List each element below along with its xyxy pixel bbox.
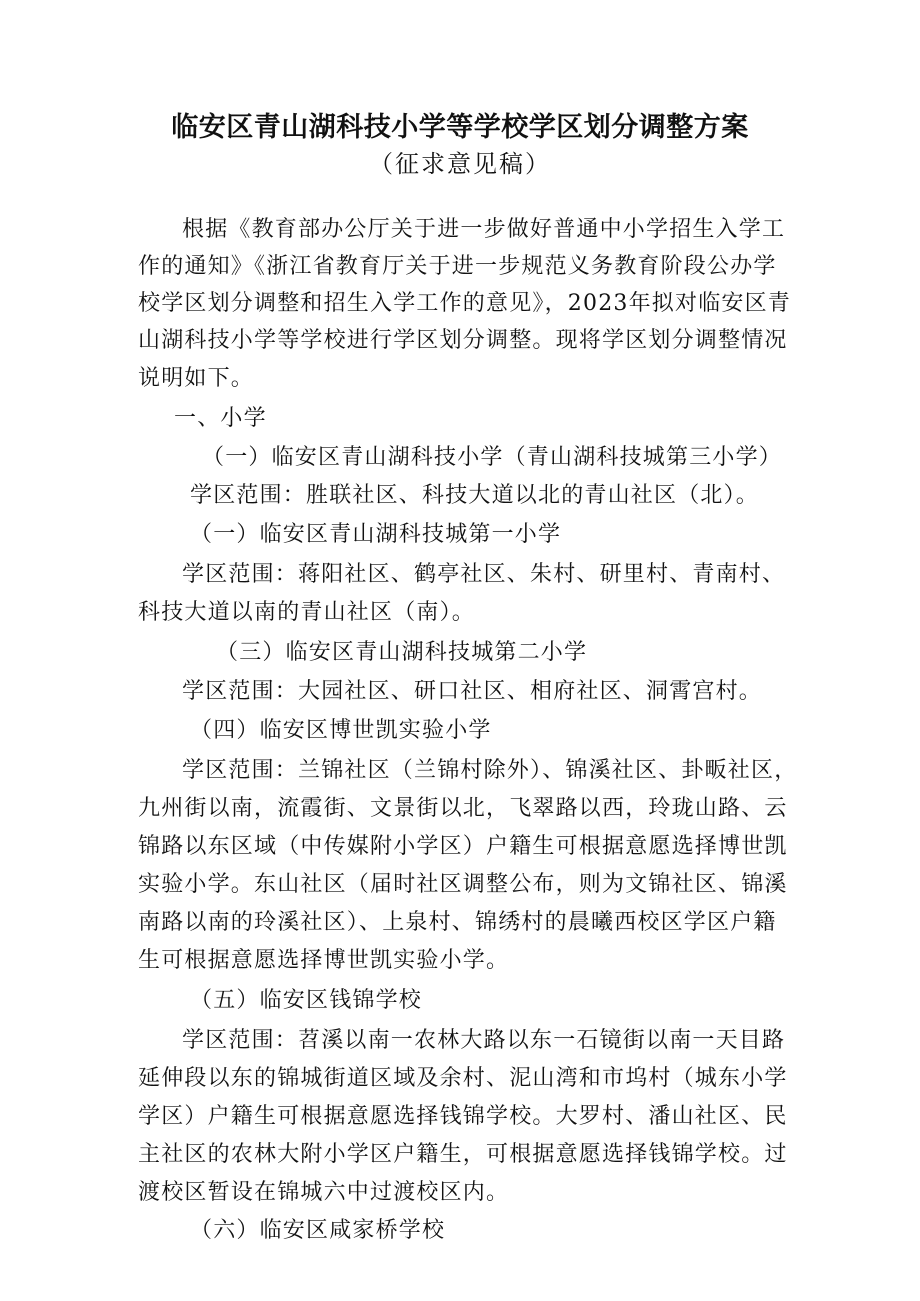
- section-heading-primary: 一、小学: [174, 406, 267, 431]
- school-heading: （一）临安区青山湖科技城第一小学: [190, 522, 562, 547]
- school-range: 学区范围：兰锦社区（兰锦村除外）、锦溪社区、卦畈社区，: [182, 758, 798, 783]
- school-range: 学区范围：苕溪以南一农林大路以东一石镜街以南一天目路: [182, 1028, 786, 1053]
- document-title: 临安区青山湖科技小学等学校学区划分调整方案: [171, 112, 749, 143]
- school-heading: （四）临安区博世凯实验小学: [190, 718, 492, 743]
- school-range: 学区范围：蒋阳社区、鹤亭社区、朱村、研里村、青南村、: [182, 562, 786, 587]
- school-heading: （一）临安区青山湖科技小学（青山湖科技城第三小学）: [202, 445, 783, 470]
- school-heading: （五）临安区钱锦学校: [190, 988, 423, 1013]
- intro-line: 校学区划分调整和招生入学工作的意见》，2023年拟对临安区青: [138, 291, 791, 316]
- school-range: 学区范围：大园社区、研口社区、相府社区、洞霄宫村。: [182, 679, 763, 704]
- school-range: 南路以南的玲溪社区）、上泉村、锦绣村的晨曦西校区学区户籍: [138, 910, 777, 935]
- school-heading: （六）临安区咸家桥学校: [190, 1218, 446, 1243]
- intro-line: 根据《教育部办公厅关于进一步做好普通中小学招生入学工: [182, 217, 786, 242]
- school-range: 延伸段以东的锦城街道区域及余村、泥山湾和市坞村（城东小学: [138, 1066, 788, 1091]
- school-range: 渡校区暂设在锦城六中过渡校区内。: [138, 1180, 510, 1205]
- intro-line: 作的通知》《浙江省教育厅关于进一步规范义务教育阶段公办学: [138, 254, 777, 279]
- school-range: 锦路以东区域（中传媒附小学区）户籍生可根据意愿选择博世凯: [138, 834, 788, 859]
- school-range: 实验小学。东山社区（届时社区调整公布，则为文锦社区、锦溪: [138, 872, 788, 897]
- school-range: 科技大道以南的青山社区（南）。: [138, 600, 476, 625]
- school-range: 学区范围：胜联社区、科技大道以北的青山社区（北）。: [190, 483, 760, 508]
- intro-line: 说明如下。: [138, 366, 255, 391]
- school-range: 学区）户籍生可根据意愿选择钱锦学校。大罗村、潘山社区、民: [138, 1104, 788, 1129]
- school-range: 主社区的农林大附小学区户籍生，可根据意愿选择钱锦学校。过: [138, 1142, 788, 1167]
- school-heading: （三）临安区青山湖科技城第二小学: [216, 640, 588, 665]
- school-range: 九州街以南，流霞街、文景街以北，飞翠路以西，玲珑山路、云: [138, 796, 788, 821]
- school-range: 生可根据意愿选择博世凯实验小学。: [138, 948, 510, 973]
- intro-line: 山湖科技小学等学校进行学区划分调整。现将学区划分调整情况: [138, 328, 788, 353]
- document-subtitle: （征求意见稿）: [369, 150, 551, 178]
